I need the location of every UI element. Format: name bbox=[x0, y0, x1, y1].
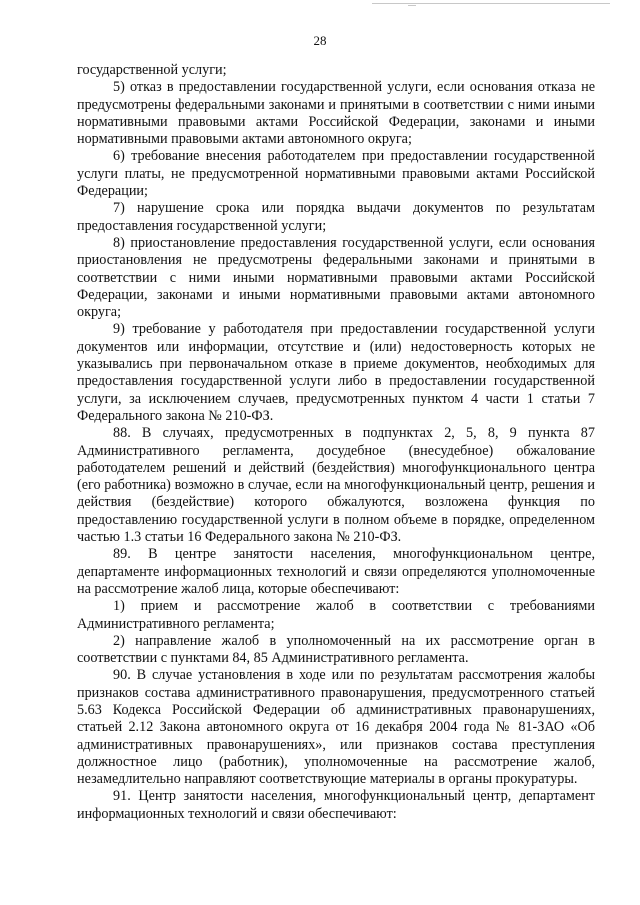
page-number: 28 bbox=[313, 33, 327, 48]
paragraph: 8) приостановление предоставления государственной услуги, если основания приостановления не предусмотрены федеральными законами и принятыми в соответствии с ними иными нормативными правовыми актами Российской Федерации, законами и иными нормативными правовыми актами автономного округа; bbox=[77, 234, 595, 321]
paragraph: 9) требование у работодателя при предоставлении государственной услуги документов или информации, отсутствие и (или) недостоверность которых не указывались при первоначальном отказе в приеме документов, необходимых для предоставления государственной услуги либо в предоставлении государственной услуги, за исключением случаев, предусмотренных пунктом 4 части 1 статьи 7 Федерального закона № 210-ФЗ. bbox=[77, 321, 595, 424]
paragraph: 5) отказ в предоставлении государственной услуги, если основания отказа не предусмотрены федеральными законами и принятыми в соответствии с ними иными нормативными правовыми актами Российской Федерации, законами и иными нормативными правовыми актами автономного округа; bbox=[77, 79, 595, 148]
paragraph: 91. Центр занятости населения, многофункциональный центр, департамент информационных технологий и связи обеспечивают: bbox=[77, 788, 595, 822]
paragraph: 88. В случаях, предусмотренных в подпунктах 2, 5, 8, 9 пункта 87 Административного регламента, досудебное (внесудебное) обжалование работодателем решений и действий (бездействия) многофункционального центра (его работника) возможно в случае, если на многофункциональный центр, решения и действия (бездействие) которого обжалуются, возложена функция по предоставлению государственной услуги в полном объеме в порядке, определенном частью 1.3 статьи 16 Федерального закона № 210-ФЗ. bbox=[77, 425, 595, 546]
paragraph: 6) требование внесения работодателем при предоставлении государственной услуги платы, не предусмотренной нормативными правовыми актами Российской Федерации; bbox=[77, 148, 595, 200]
paragraph: 1) прием и рассмотрение жалоб в соответствии с требованиями Административного регламента; bbox=[77, 598, 595, 632]
paragraph: 7) нарушение срока или порядка выдачи документов по результатам предоставления государственной услуги; bbox=[77, 200, 595, 234]
paragraph: государственной услуги; bbox=[77, 62, 227, 78]
document-body bbox=[77, 62, 595, 823]
scan-edge-line bbox=[372, 3, 610, 4]
paragraph: 2) направление жалоб в уполномоченный на их рассмотрение орган в соответствии с пунктами 84, 85 Административного регламента. bbox=[77, 632, 595, 667]
paragraph: 90. В случае установления в ходе или по результатам рассмотрения жалобы признаков состава административного правонарушения, предусмотренного статьей 5.63 Кодекса Российской Федерации об административных правонарушениях, статьей 2.12 Закона автономного округа от 16 декабря 2004 года № 81-ЗАО «Об административных правонарушениях», или признаков состава преступления должностное лицо (работник), уполномоченные на рассмотрение жалоб, незамедлительно направляют соответствующие материалы в органы прокуратуры. bbox=[77, 667, 595, 788]
scan-edge-line bbox=[408, 5, 416, 6]
paragraph: 89. В центре занятости населения, многофункциональном центре, департаменте информационных технологий и связи определяются уполномоченные на рассмотрение жалоб лица, которые обеспечивают: bbox=[77, 546, 595, 597]
